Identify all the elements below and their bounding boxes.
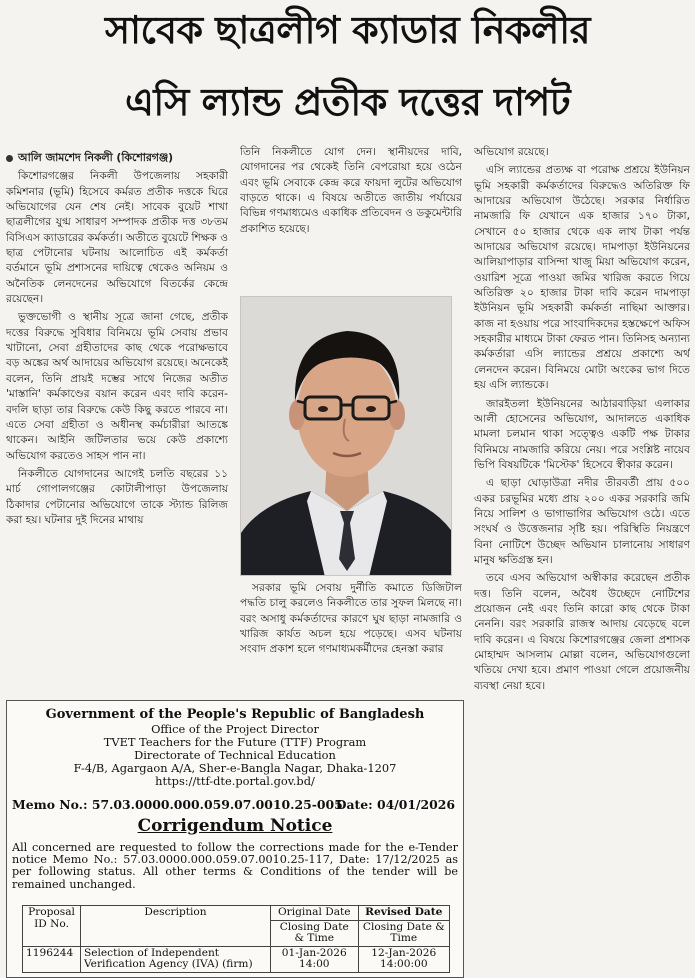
header-closing-original: Closing Date & Time <box>271 920 359 946</box>
notice-memo: Memo No.: 57.03.0000.000.059.07.0010.25-005 <box>12 797 343 812</box>
paragraph: এ ছাড়া ঘোড়াউত্রা নদীর তীরবর্তী প্রায় ৫০০ একর চরভূমির মধ্যে প্রায় ২০০ একর সরকারি জমি নিয়ে সালিশ ও ভাগাভাগির অভিযোগ ওঠে। এতে সংঘর্ষ ও উত্তেজনার সৃষ্টি হয়। পরিস্থিতি নিয়ন্ত্রণে বিনা নোটিশে উচ্ছেদ অভিযান চালানোয় সাধারণ মানুষ ক্ষতিগ্রস্ত হন। <box>474 477 690 566</box>
tender-notice <box>6 700 464 978</box>
header-description: Description <box>81 906 271 947</box>
notice-office: Office of the Project Director <box>151 722 319 736</box>
headline-line-2: এসি ল্যান্ড প্রতীক দত্তের দাপট <box>124 80 571 124</box>
cell-description: Selection of Independent Verification Agency (IVA) (firm) <box>81 946 271 972</box>
paragraph: সরকার ভূমি সেবায় দুর্নীতি কমাতে ডিজিটাল পদ্ধতি চালু করলেও নিকলীতে তার সুফল মিলছে না। বরং অসাধু কর্মকর্তাদের কারণে ঘুষ ছাড়া নামজারি ও খারিজ কার্যত অচল হয়ে পড়েছে। এসব ঘটনায় সংবাদ প্রকাশ হলে গণমাধ্যমকর্মীদের হেনস্তা করার <box>240 582 462 656</box>
header-revised-date: Revised Date <box>358 906 449 921</box>
notice-table <box>22 905 450 973</box>
paragraph: নিকলীতে যোগদানের আগেই চলতি বছরের ১১ মার্চ গোপালগঞ্জের কোটালীপাড়া উপজেলায় ঠিকাদার পেটানোর অভিযোগে তাকে স্ট্যান্ড রিলিজ করা হয়। ঘটনার দুই দিনের মাথায় <box>6 467 228 526</box>
paragraph: তবে এসব অভিযোগ অস্বীকার করেছেন প্রতীক দত্ত। তিনি বলেন, অবৈধ উচ্ছেদে নোটিশের প্রয়োজন নেই এবং তিনি কারো কাছ থেকে টাকা নেননি। বরং সরকারি রাজস্ব আদায় বেড়েছে বলে দাবি করেন। এ বিষয়ে কিশোরগঞ্জের জেলা প্রশাসক মোহাম্মদ আসলাম মোল্লা বলেন, অভিযোগগুলো খতিয়ে দেখা হবে। প্রমাণ পাওয়া গেলে প্রয়োজনীয় ব্যবস্থা নেয়া হবে। <box>474 572 690 692</box>
header-original-date: Original Date <box>271 906 359 921</box>
article-column-1 <box>6 150 228 695</box>
cell-original-date: 01-Jan-2026 14:00 <box>271 946 359 972</box>
header-proposal-id: Proposal ID No. <box>23 906 81 947</box>
article-column-2-top <box>240 145 462 291</box>
table-header-row <box>23 906 450 921</box>
paragraph: ভুক্তভোগী ও স্থানীয় সূত্রে জানা গেছে, প্রতীক দত্তের বিরুদ্ধে সুবিধার বিনিময়ে ভূমি সেবায় প্রভাব খাটানো, সেবা গ্রহীতাদের কাছ থেকে পরোক্ষভাবে বড় অঙ্কের অর্থ আদায়ের অভিযোগ রয়েছে। অনেকেই বলেন, তিনি প্রায়ই দম্ভের সাথে নিজের অতীত 'মাস্তানি' কর্মকাণ্ডের বয়ান করেন এবং দাবি করেন- বদলি ছাড়া তার বিরুদ্ধে কেউ কিছু করতে পারবে না। এতে সেবা গ্রহীতা ও অধীনস্থ কর্মচারীরা আতঙ্কে থাকেন। আইনি জটিলতার ভয়ে কেউ প্রকাশ্যে অভিযোগ করতেও সাহস পান না। <box>6 311 228 462</box>
headline-line-1: সাবেক ছাত্রলীগ ক্যাডার নিকলীর <box>104 8 591 52</box>
notice-title-text: Corrigendum Notice <box>137 816 333 836</box>
cell-revised-date: 12-Jan-2026 14:00:00 <box>358 946 449 972</box>
notice-government: Government of the People's Republic of Bangladesh <box>45 707 425 722</box>
paragraph: অভিযোগ রয়েছে। <box>474 146 549 158</box>
bullet-icon <box>6 155 13 162</box>
article-column-2-bottom <box>240 581 462 695</box>
header-closing-revised: Closing Date & Time <box>358 920 449 946</box>
paragraph: এসি ল্যান্ডের প্রত্যক্ষ বা পরোক্ষ প্রশ্রয়ে ইউনিয়ন ভূমি সহকারী কর্মকর্তাদের বিরুদ্ধেও অতিরিক্ত ফি আদায়ের অভিযোগ উঠেছে। সরকার নির্ধারিত নামজারি ফি যেখানে এক হাজার ১৭০ টাকা, সেখানে ৫০ হাজার থেকে এক লাখ টাকা পর্যন্ত আদায়ের অভিযোগ রয়েছে। দামপাড়া ইউনিয়নের আলিয়াপাড়ার বাসিন্দা খাজু মিয়া অভিযোগ করেন, ওয়ারিশ সূত্রে পাওয়া জমির খারিজ করতে গিয়ে অতিরিক্ত ২০ হাজার টাকা দাবি করেন দামপাড়া ইউনিয়ন ভূমি সহকারী কর্মকর্তা নাছিমা আক্তার। কাজ না হওয়ায় পরে সাংবাদিকদের হস্তক্ষেপে অফিস সহকারীর মাধ্যমে টাকা ফেরত পান। তিনিসহ অন্যান্য কর্মকর্তারা এসি ল্যান্ডের প্রশ্রয়ে প্রকাশ্যে অর্থ লেনদেন করেন। বিনিময়ে মোটা অংকের ভাগ দিতে হয় এসি ল্যান্ডকে। <box>474 164 690 392</box>
byline-text: আলি জামশেদ নিকলী (কিশোরগঞ্জ) <box>18 151 174 164</box>
byline <box>6 150 228 165</box>
paragraph: কিশোরগঞ্জের নিকলী উপজেলায় সহকারী কমিশনার (ভূমি) হিসেবে কর্মরত প্রতীক দত্তকে ঘিরে অভিযোগের যেন শেষ নেই। সাবেক বুয়েট শাখা ছাত্রলীগের যুগ্ম সাধারণ সম্পাদক প্রতীক দত্ত ৩৮তম বিসিএস ক্যাডারের কর্মকর্তা। অতীতে বুয়েটে শিক্ষক ও ছাত্র পেটানোর ঘটনায় আলোচিত এই কর্মকর্তা বর্তমানে ভূমি প্রশাসনের দায়িত্বে থেকেও অনিয়ম ও অনৈতিক লেনদেনের অভিযোগে বিতর্কের কেন্দ্রে রয়েছেন। <box>6 170 228 306</box>
portrait-photo <box>240 296 452 576</box>
portrait-illustration <box>241 297 452 576</box>
notice-body: All concerned are requested to follow the corrections made for the e-Tender notice Memo No.: 57.03.0000.000.059.07.0010.25-117, Date: 17/12/2025 as per following status. All other terms & Conditions of the tender will be remained unchanged. <box>12 841 458 891</box>
cell-proposal-id: 1196244 <box>23 946 81 972</box>
article-column-3 <box>474 145 690 975</box>
notice-date: Date: 04/01/2026 <box>335 797 455 812</box>
notice-url: https://ttf-dte.portal.gov.bd/ <box>155 774 315 788</box>
notice-title <box>7 815 463 837</box>
notice-directorate: Directorate of Technical Education <box>134 748 336 762</box>
paragraph: তিনি নিকলীতে যোগ দেন। স্থানীয়দের দাবি, যোগদানের পর থেকেই তিনি বেপরোয়া হয়ে ওঠেন এবং ভূমি সেবাকে কেন্দ্র করে ফায়দা লুটের অভিযোগ বাড়তে থাকে। এ বিষয়ে অতীতে জাতীয় পর্যায়ের বিভিন্ন গণমাধ্যমেও একাধিক প্রতিবেদন ও ডকুমেন্টারি প্রকাশিত হয়েছে। <box>240 146 462 235</box>
table-row <box>23 946 450 972</box>
paragraph: জারইতলা ইউনিয়নের আঠারবাড়িয়া এলাকার আলী হোসেনের অভিযোগ, আদালতে একাধিক মামলা চলমান থাকা সত্ত্বেও একটি পক্ষ টাকার বিনিময়ে নামজারি করিয়ে নেয়। পরে সংশ্লিষ্ট নায়েব ভিপি বিষয়টিকে 'মিস্টেক' হিসেবে স্বীকার করেন। <box>474 397 690 471</box>
notice-program: TVET Teachers for the Future (TTF) Program <box>103 735 367 749</box>
notice-address: F-4/B, Agargaon A/A, Sher-e-Bangla Nagar, Dhaka-1207 <box>73 761 397 775</box>
